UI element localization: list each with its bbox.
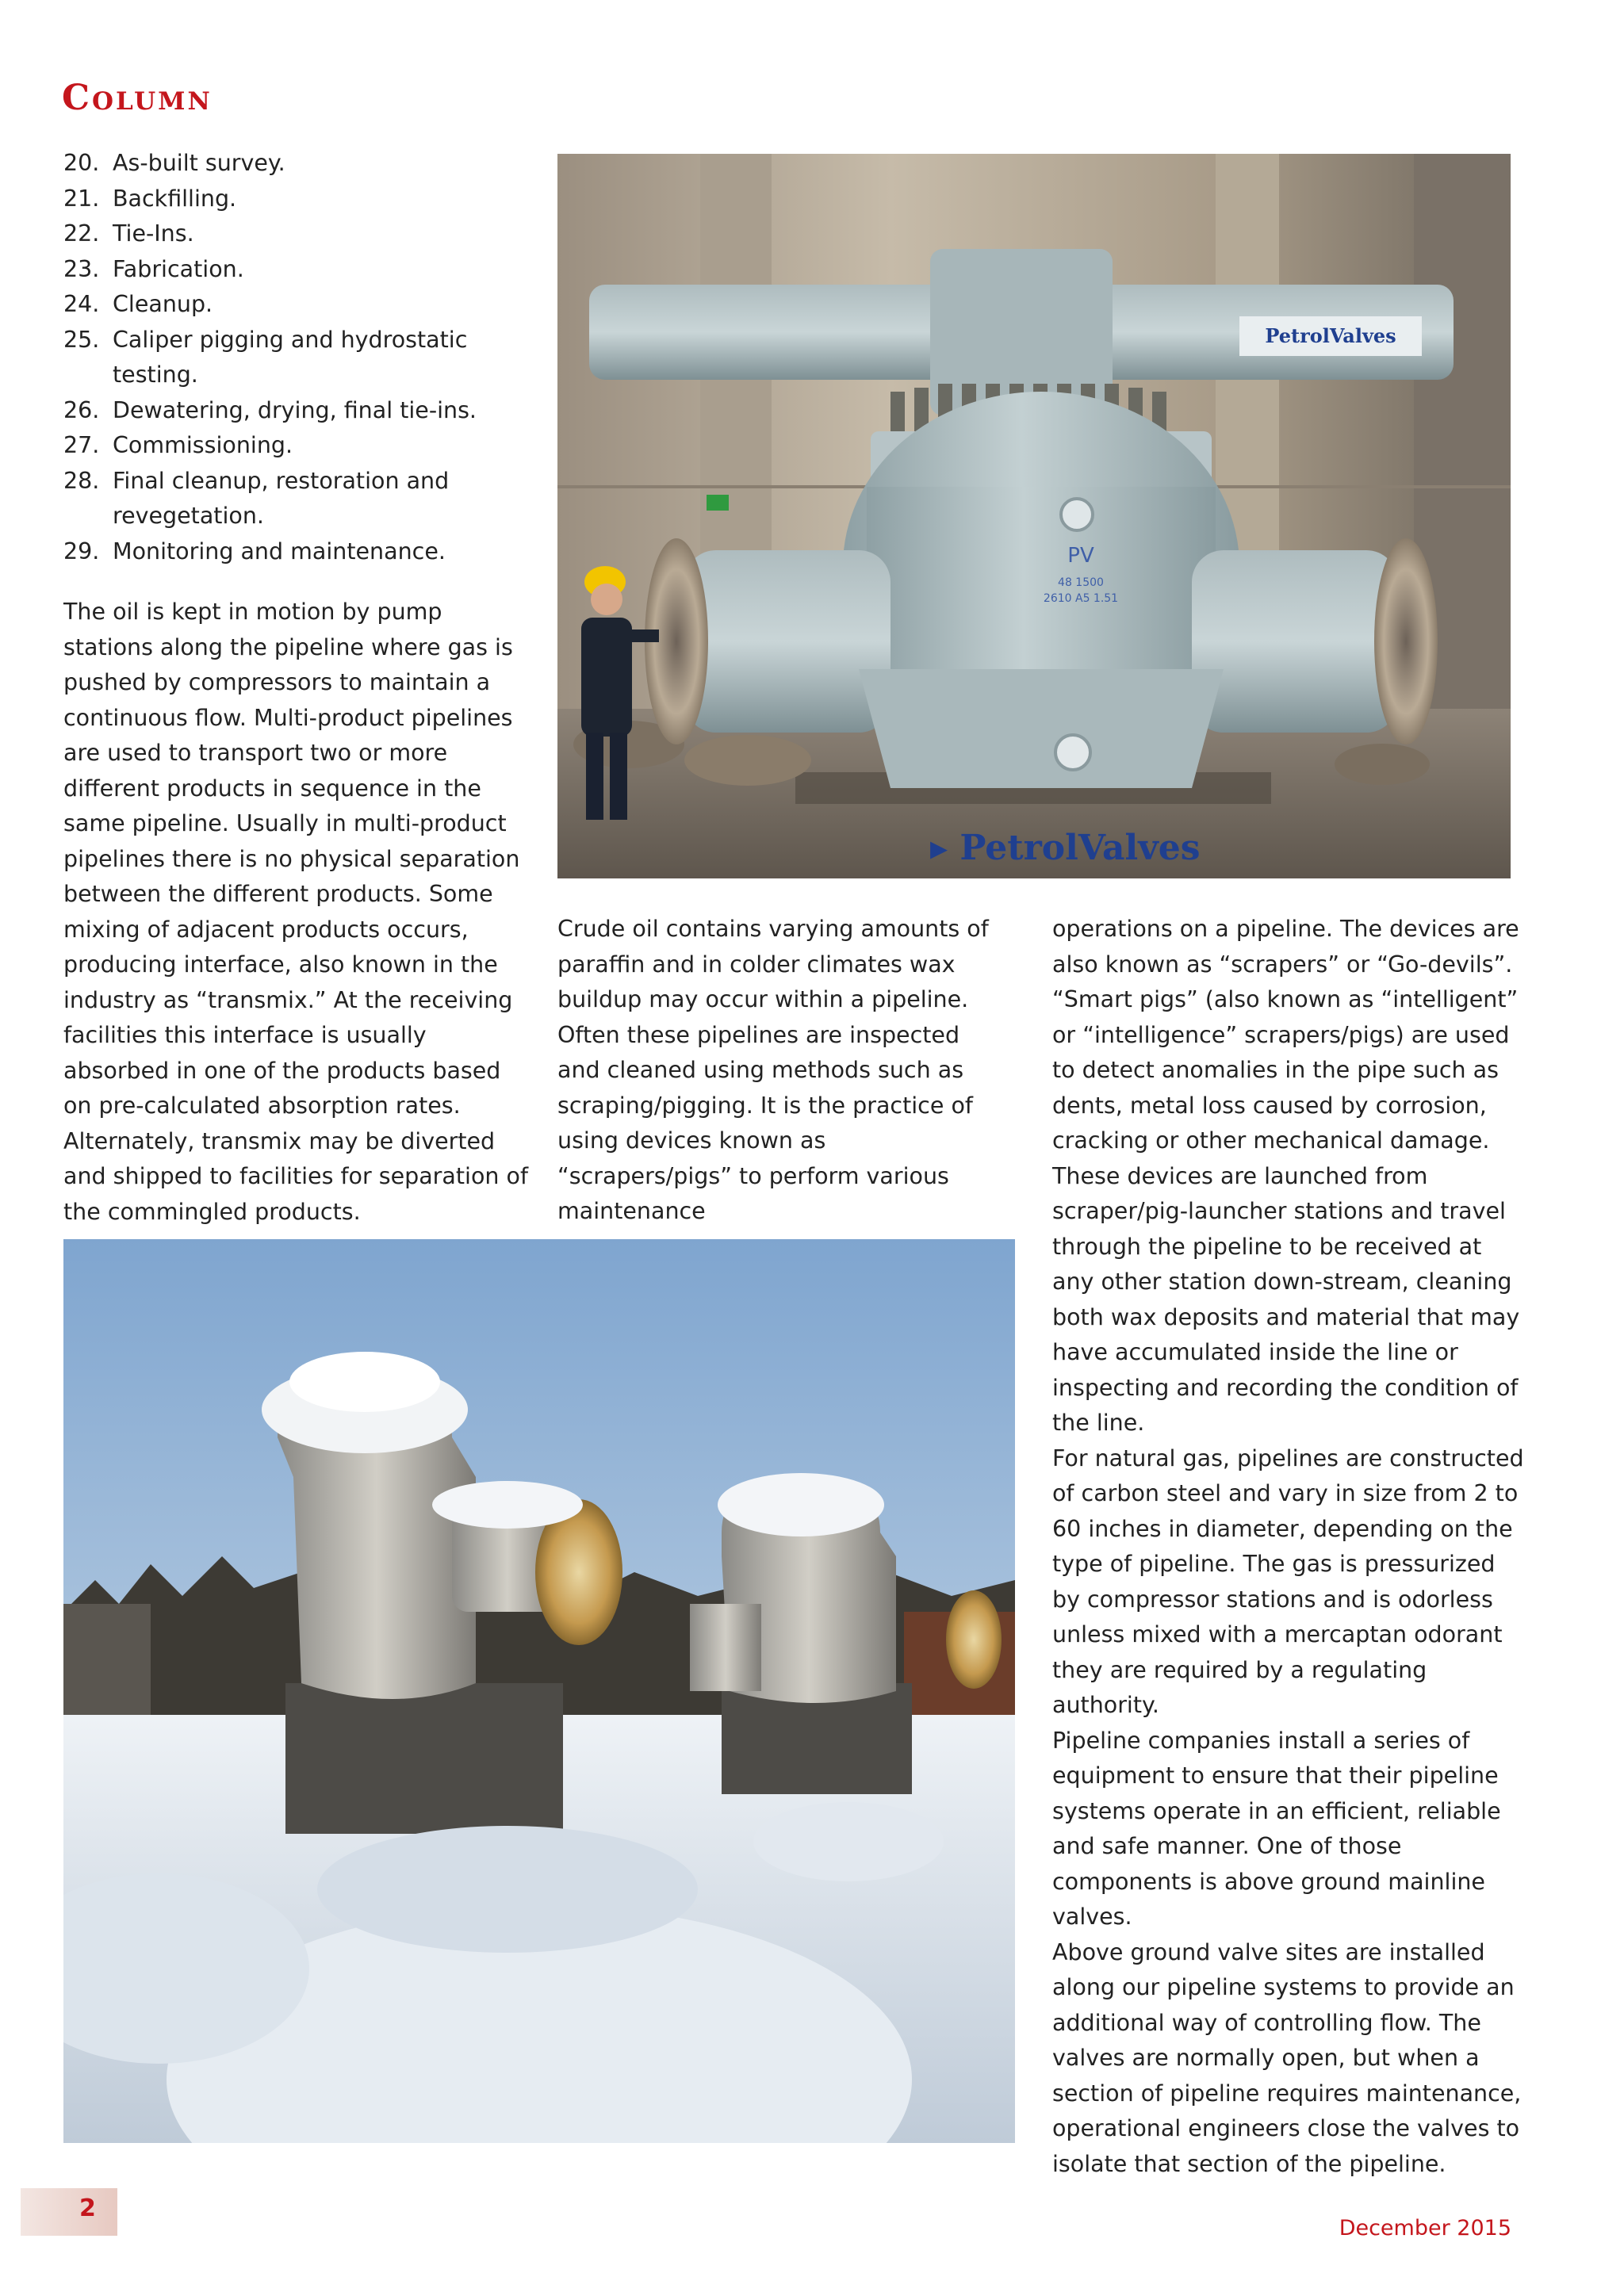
list-item-number: 25. xyxy=(63,326,100,353)
section-heading: Column xyxy=(62,78,213,118)
actuator-plate-text: PetrolValves xyxy=(1265,324,1396,347)
list-item xyxy=(63,252,523,288)
list-item-number: 22. xyxy=(63,220,100,247)
list-item-number: 20. xyxy=(63,150,100,176)
list-item-text: Dewatering, drying, final tie-ins. xyxy=(113,396,477,423)
body-paragraph-transmix: The oil is kept in motion by pump stations along the pipeline where gas is pushed by compressors to maintain a continuous flow. Multi-product pipelines are used to transport two or more different products in sequence in the same pipeline. Usually in multi-product pipelines there is no physical separation between the different products. Some mixing of adjacent products occurs, producing interface, also known in the industry as “transmix.” At the receiving facilities this interface is usually absorbed in one of the products based on pre-calculated absorption rates. Alternately, transmix may be diverted and shipped to facilities for separation of the commingled products. xyxy=(63,599,528,1225)
page-number-tab xyxy=(21,2188,117,2236)
body-paragraph: These devices are launched from scraper/pig-launcher stations and travel through the pipeline to be received at any other station down-stream, cleaning both wax deposits and material that may have accumulated inside the line or inspecting and recording the condition of the line. xyxy=(1052,1162,1520,1436)
body-marking-text: PV xyxy=(1067,544,1094,568)
list-item xyxy=(63,146,523,182)
list-item xyxy=(63,428,523,464)
list-item-text: Backfilling. xyxy=(113,185,237,212)
list-item-number: 27. xyxy=(63,432,100,458)
body-paragraph: Pipeline companies install a series of equipment to ensure that their pipeline systems operate in an efficient, reliable and safe manner. One of those components is above ground mainline valves. xyxy=(1052,1727,1501,1930)
list-item-text: Commissioning. xyxy=(113,432,293,458)
valve-illustration xyxy=(557,154,1511,878)
list-item-text: As-built survey. xyxy=(113,150,285,176)
list-item xyxy=(63,216,523,252)
snow-valves-photo xyxy=(63,1239,1015,2143)
list-item-number: 29. xyxy=(63,538,100,564)
list-item-number: 28. xyxy=(63,467,100,494)
list-item-text: Tie-Ins. xyxy=(113,220,194,247)
body-spec-text: 48 1500 xyxy=(1058,576,1104,589)
body-paragraph: Above ground valve sites are installed along our pipeline systems to provide an additional way of controlling flow. The valves are normally open, but when a section of pipeline requires maintenance, operational engineers close the valves to isolate that section of the pipeline. xyxy=(1052,1938,1522,2177)
valve-photo xyxy=(557,154,1511,878)
body-spec-text: 2610 A5 1.51 xyxy=(1043,592,1119,605)
list-item-number: 23. xyxy=(63,255,100,282)
list-item-number: 24. xyxy=(63,291,100,317)
list-item-text: Caliper pigging and hydrostatic testing. xyxy=(113,326,468,388)
page-number: 2 xyxy=(79,2195,96,2222)
snow-valves-illustration xyxy=(63,1239,1015,2143)
list-item-text: Final cleanup, restoration and revegetation. xyxy=(113,467,450,529)
list-item-text: Fabrication. xyxy=(113,255,244,282)
list-item-number: 21. xyxy=(63,185,100,212)
list-item-text: Cleanup. xyxy=(113,291,213,317)
list-item xyxy=(63,182,523,217)
list-item-text: Monitoring and maintenance. xyxy=(113,538,446,564)
body-paragraph: For natural gas, pipelines are constructed of carbon steel and vary in size from 2 to 60 inches in diameter, depending on the type of pipeline. The gas is pressurized by compressor stations and is odorless unless mixed with a mercaptan odorant they are required by a regulating authority. xyxy=(1052,1445,1524,1718)
list-item xyxy=(63,534,523,570)
list-item xyxy=(63,323,523,393)
list-item-number: 26. xyxy=(63,396,100,423)
brand-caption-text: PetrolValves xyxy=(959,828,1201,868)
list-item xyxy=(63,464,523,534)
body-paragraph-pigging: Crude oil contains varying amounts of paraffin and in colder climates wax buildup may occur within a pipeline. Often these pipelines are inspected and cleaned using methods such as scraping/pigging. It is the practice of using devices known as “scrapers/pigs” to perform various maintenance xyxy=(557,916,989,1224)
body-paragraph: operations on a pipeline. The devices are also known as “scrapers” or “Go-devils”. “Smart pigs” (also known as “intelligent” or “intelligence” scrapers/pigs) are used to detect anomalies in the pipe such as dents, metal loss caused by corrosion, cracking or other mechanical damage. xyxy=(1052,916,1519,1154)
brand-caption: ▸ PetrolValves xyxy=(930,828,1201,868)
process-steps-list xyxy=(63,146,523,569)
body-column-right xyxy=(1052,912,1528,2182)
issue-date: December 2015 xyxy=(1339,2216,1511,2241)
list-item xyxy=(63,393,523,429)
list-item xyxy=(63,287,523,323)
